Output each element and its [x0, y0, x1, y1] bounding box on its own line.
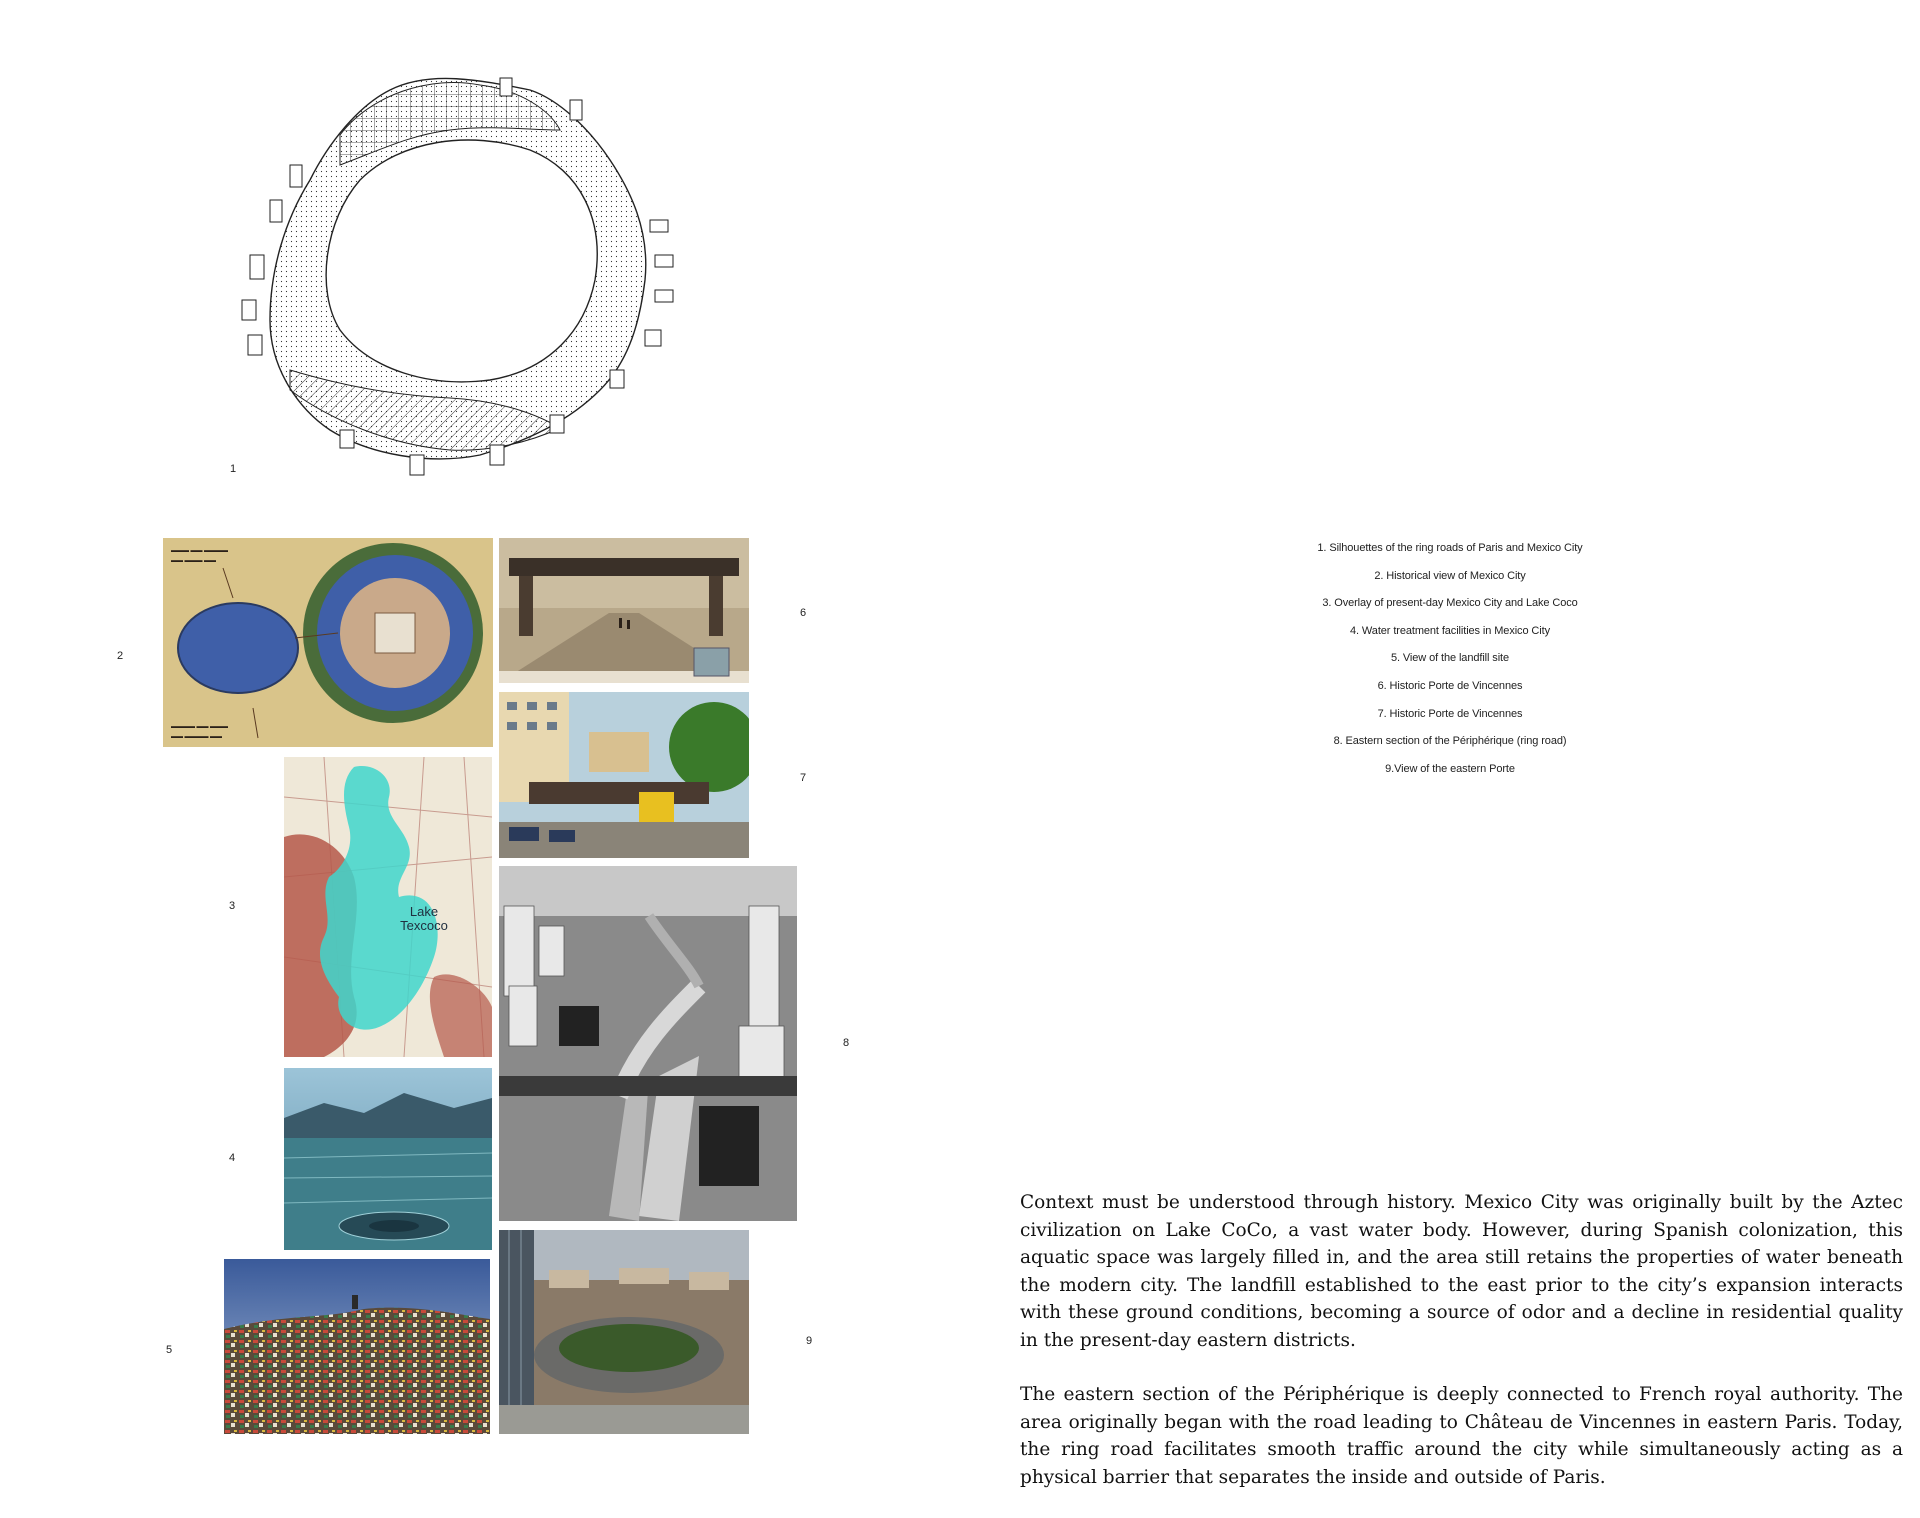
- caption-7: 7. Historic Porte de Vincennes: [1377, 707, 1523, 720]
- ring-silhouette-drawing: [230, 70, 700, 490]
- caption-9: 9.View of the eastern Porte: [1385, 762, 1515, 775]
- figure-number-8: 8: [843, 1037, 850, 1049]
- figure-number-5: 5: [166, 1344, 173, 1356]
- lake-overlay-map: [284, 757, 492, 1057]
- svg-text:▬▬ ▬▬▬▬ ▬▬: ▬▬ ▬▬▬▬ ▬▬: [171, 734, 222, 740]
- caption-8: 8. Eastern section of the Périphérique (ring road): [1333, 735, 1567, 748]
- lake-name-label: Texcoco: [400, 918, 448, 933]
- figure-number-6: 6: [800, 607, 807, 619]
- caption-1: 1. Silhouettes of the ring roads of Paris and Mexico City: [1317, 542, 1583, 554]
- porte-vincennes-photo: [499, 692, 749, 858]
- figure-number-7: 7: [800, 772, 807, 784]
- caption-5: 5. View of the landfill site: [1390, 652, 1510, 665]
- figure-number-9: 9: [806, 1335, 813, 1347]
- figure-number-2: 2: [117, 650, 124, 662]
- caption-3: 3. Overlay of present-day Mexico City and Lake Coco: [1322, 597, 1578, 610]
- caption-6: 6. Historic Porte de Vincennes: [1377, 679, 1523, 692]
- svg-text:▬▬▬▬ ▬▬ ▬▬▬: ▬▬▬▬ ▬▬ ▬▬▬: [171, 724, 228, 730]
- porte-vincennes-postcard: [499, 538, 749, 683]
- water-treatment-photo: [284, 1068, 492, 1250]
- aztec-map-image: [163, 538, 493, 747]
- figure-number-1: 1: [230, 463, 237, 475]
- lake-label: Lake: [409, 904, 439, 919]
- svg-text:▬▬ ▬▬▬ ▬▬: ▬▬ ▬▬▬ ▬▬: [171, 558, 216, 564]
- figure-captions: [1215, 540, 1685, 788]
- body-paragraph-2: The eastern section of the Périphérique is deeply connected to French royal authority. The area originally began with the road leading to Château de Vincennes in eastern Paris. Today, the ring road facilitates smooth traffic around the city while simultaneously acting as a physical barrier that separates the inside and outside of Paris.: [1020, 1384, 1903, 1488]
- landfill-photo: [224, 1259, 490, 1434]
- body-paragraph-1: Context must be understood through history. Mexico City was originally built by the Aztec civilization on Lake CoCo, a vast water body. However, during Spanish colonization, this aquatic space was largely filled in, and the area still retains the properties of water beneath the modern city. The landfill established to the east prior to the city’s expansion interacts with these ground conditions, becoming a source of odor and a decline in residential quality in the present-day eastern districts.: [1020, 1192, 1903, 1351]
- svg-text:▬▬▬ ▬▬ ▬▬▬▬: ▬▬▬ ▬▬ ▬▬▬▬: [171, 548, 228, 554]
- body-text: [1020, 1189, 1903, 1518]
- peripherique-aerial-photo: [499, 866, 797, 1221]
- figure-number-3: 3: [229, 900, 236, 912]
- caption-4: 4. Water treatment facilities in Mexico City: [1350, 624, 1550, 637]
- eastern-porte-photo: [499, 1230, 749, 1434]
- figure-number-4: 4: [229, 1152, 236, 1164]
- caption-2: 2. Historical view of Mexico City: [1374, 569, 1526, 582]
